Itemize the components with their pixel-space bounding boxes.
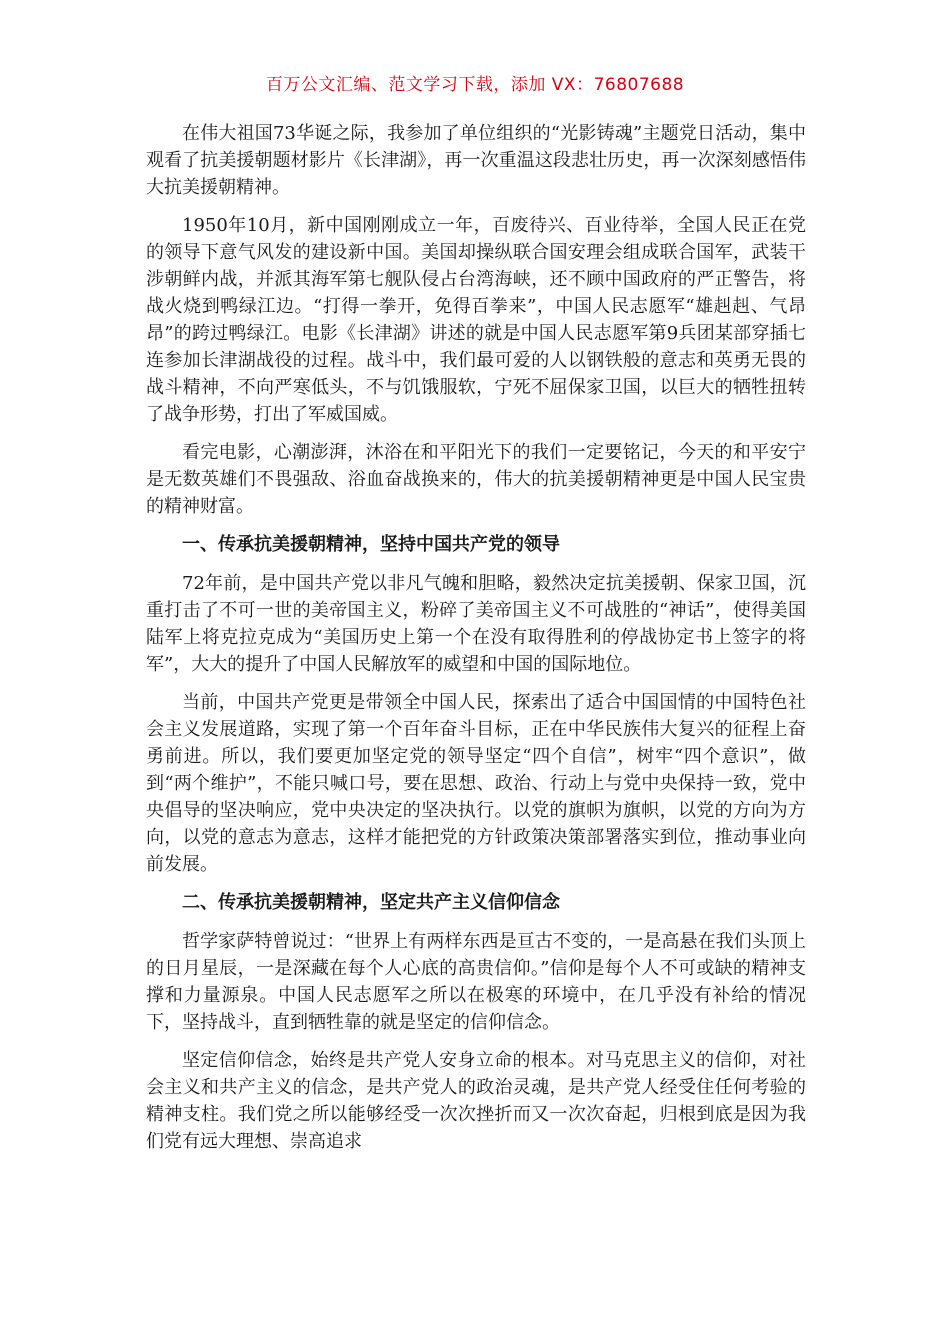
paragraph-reflection: 看完电影，心潮澎湃，沐浴在和平阳光下的我们一定要铭记，今天的和平安宁是无数英雄们不畏强敌、浴血奋战换来的，伟大的抗美援朝精神更是中国人民宝贵的精神财富。 — [146, 442, 806, 517]
paragraph-history: 1950年10月，新中国刚刚成立一年，百废待兴、百业待举，全国人民正在党的领导下意气风发的建设新中国。美国却操纵联合国安理会组成联合国军，武装干涉朝鲜内战，并派其海军第七舰队侵占台湾海峡，还不顾中国政府的严正警告，将战火烧到鸭绿江边。“打得一拳开，免得百拳来”，中国人民志愿军“雄赳赳、气昂昂”的跨过鸭绿江。电影《长津湖》讲述的就是中国人民志愿军第9兵团某部穿插七连参加长津湖战役的过程。战斗中，我们最可爱的人以钢铁般的意志和英勇无畏的战斗精神，不向严寒低头，不与饥饿服软，宁死不屈保家卫国，以巨大的牺牲扭转了战争形势，打出了军威国威。 — [146, 215, 806, 425]
section-heading-1: 一、传承抗美援朝精神，坚持中国共产党的领导 — [182, 534, 560, 555]
watermark-header: 百万公文汇编、范文学习下载，添加 VX：76807688 — [265, 75, 685, 95]
section-heading-2: 二、传承抗美援朝精神，坚定共产主义信仰信念 — [182, 892, 560, 913]
paragraph-section2-b: 坚定信仰信念，始终是共产党人安身立命的根本。对马克思主义的信仰，对社会主义和共产主义的信念，是共产党人的政治灵魂，是共产党人经受住任何考验的精神支柱。我们党之所以能够经受一次次挫折而又一次次奋起，归根到底是因为我们党有远大理想、崇高追求 — [146, 1050, 806, 1152]
paragraph-section1-a: 72年前，是中国共产党以非凡气魄和胆略，毅然决定抗美援朝、保家卫国，沉重打击了不可一世的美帝国主义，粉碎了美帝国主义不可战胜的“神话”，使得美国陆军上将克拉克成为“美国历史上第一个在没有取得胜利的停战协定书上签字的将军”，大大的提升了中国人民解放军的威望和中国的国际地位。 — [146, 573, 806, 675]
paragraph-section2-a: 哲学家萨特曾说过：“世界上有两样东西是亘古不变的，一是高悬在我们头顶上的日月星辰，一是深藏在每个人心底的高贵信仰。”信仰是每个人不可或缺的精神支撑和力量源泉。中国人民志愿军之所以在极寒的环境中，在几乎没有补给的情况下，坚持战斗，直到牺牲靠的就是坚定的信仰信念。 — [146, 931, 806, 1033]
paragraph-intro: 在伟大祖国73华诞之际，我参加了单位组织的“光影铸魂”主题党日活动，集中观看了抗美援朝题材影片《长津湖》，再一次重温这段悲壮历史，再一次深刻感悟伟大抗美援朝精神。 — [146, 123, 806, 198]
document-body — [146, 120, 806, 1166]
paragraph-section1-b: 当前，中国共产党更是带领全中国人民，探索出了适合中国国情的中国特色社会主义发展道路，实现了第一个百年奋斗目标，正在中华民族伟大复兴的征程上奋勇前进。所以，我们要更加坚定党的领导坚定“四个自信”，树牢“四个意识”，做到“两个维护”，不能只喊口号，要在思想、政治、行动上与党中央保持一致，党中央倡导的坚决响应，党中央决定的坚决执行。以党的旗帜为旗帜，以党的方向为方向，以党的意志为意志，这样才能把党的方针政策决策部署落实到位，推动事业向前发展。 — [146, 692, 806, 875]
